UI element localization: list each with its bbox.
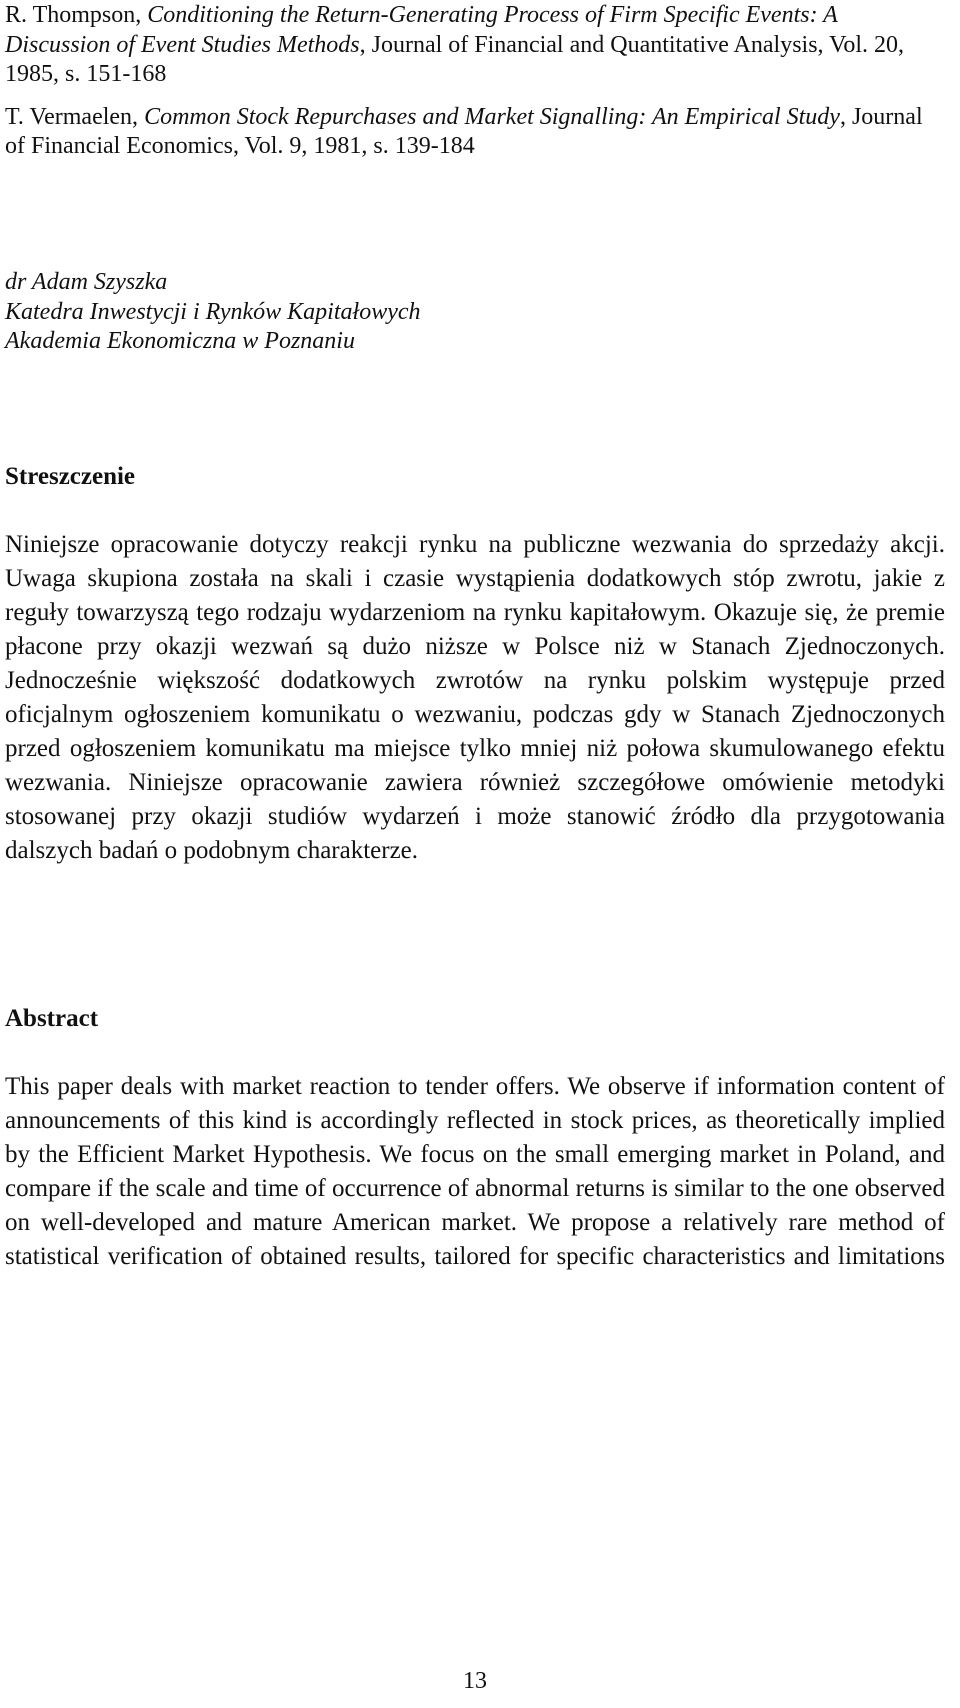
author-block [5,268,421,357]
summary-paragraph: Niniejsze opracowanie dotyczy reakcji rynku na publiczne wezwania do sprzedaży akcji. Uwaga skupiona została na skali i czasie wystąpienia dodatkowych stóp zwrotu, jakie z reguły towarzyszą tego rodzaju wydarzeniom na rynku kapitałowym. Okazuje się, że premie płacone przy okazji wezwań są dużo niższe w Polsce niż w Stanach Zjednoczonych. Jednocześnie większość dodatkowych zwrotów na rynku polskim występuje przed oficjalnym ogłoszeniem komunikatu o wezwaniu, podczas gdy w Stanach Zjednoczonych przed ogłoszeniem komunikatu ma miejsce tylko mniej niż połowa skumulowanego efektu wezwania. Niniejsze opracowanie zawiera również szczegółowe omówienie metodyki stosowanej przy okazji studiów wydarzeń i może stanowić źródło dla przygotowania dalszych badań o podobnym charakterze. [5,531,945,864]
reference-title: Conditioning the Return-Generating Process of Firm Specific Events: A Discussion of Event Studies Methods [5,2,838,58]
reference-author: R. Thompson, [5,2,148,28]
summary-heading: Streszczenie [5,463,136,490]
author-institution: Akademia Ekonomiczna w Poznaniu [5,328,355,354]
reference-entry-thompson [5,1,945,90]
reference-source: , Journal of Financial and Quantitative Analysis, Vol. 20, 1985, s. 151-168 [5,31,905,87]
reference-entry-vermaelen [5,103,945,162]
reference-title: Common Stock Repurchases and Market Signalling: An Empirical Study [144,103,840,130]
reference-list [5,1,945,162]
reference-author: T. Vermaelen, [5,103,145,130]
reference-source: , Journal of Financial Economics, Vol. 9, 1981, s. 139-184 [5,103,923,159]
page-number: 13 [463,1668,487,1694]
author-department: Katedra Inwestycji i Rynków Kapitałowych [5,298,421,325]
abstract-paragraph: This paper deals with market reaction to tender offers. We observe if information content of announcements of this kind is accordingly reflected in stock prices, as theoretically implied by the Efficient Market Hypothesis. We focus on the small emerging market in Poland, and compare if the scale and time of occurrence of abnormal returns is similar to the one observed on well-developed and mature American market. We propose a relatively rare method of statistical verification of obtained results, tailored for specific characteristics and limitations [5,1073,945,1270]
author-name: dr Adam Szyszka [5,269,168,295]
abstract-heading: Abstract [5,1005,99,1032]
